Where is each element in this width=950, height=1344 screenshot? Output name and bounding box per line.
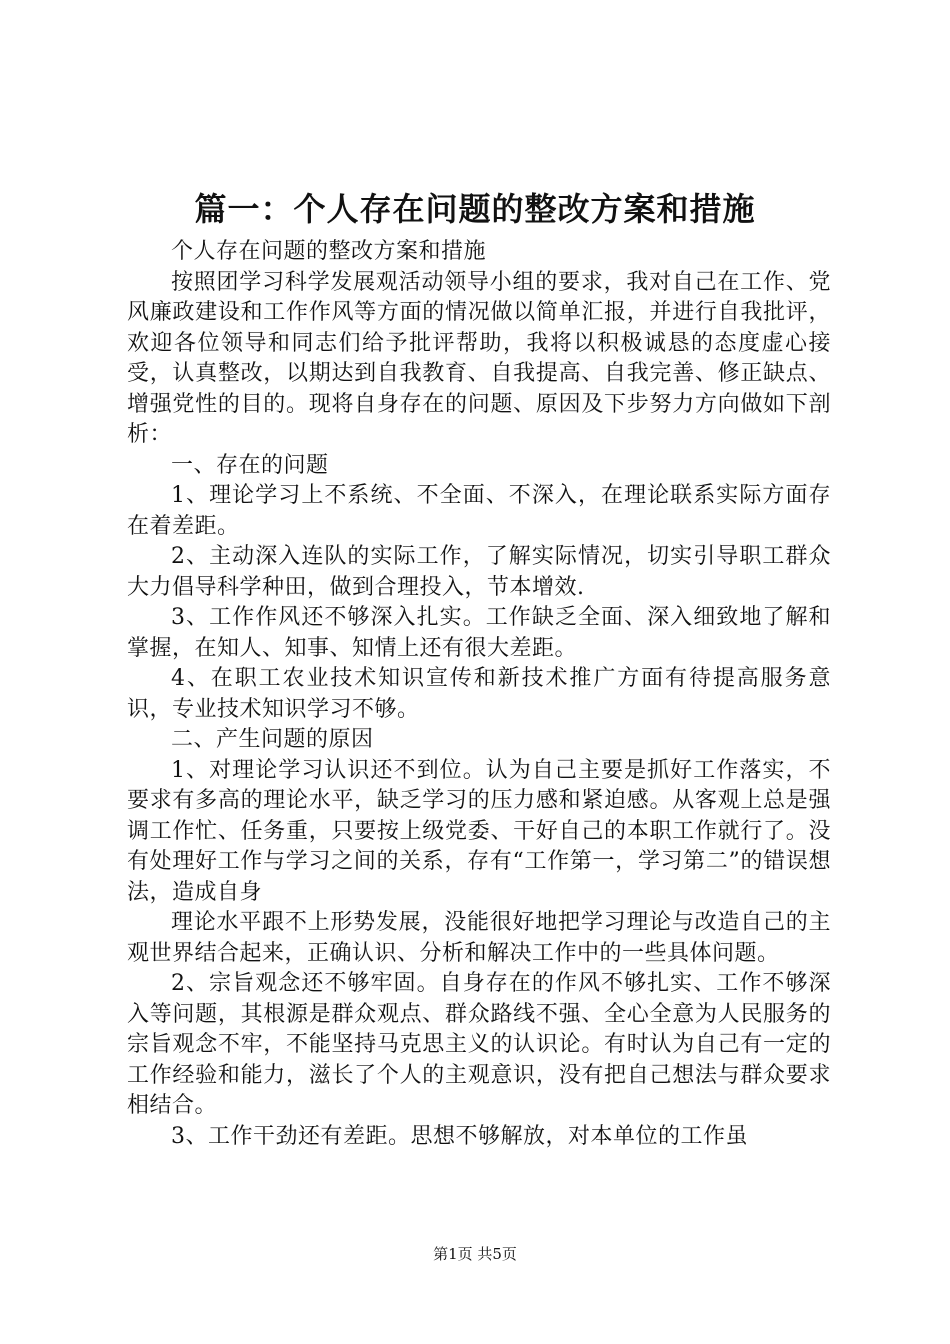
subtitle-paragraph: 个人存在问题的整改方案和措施 xyxy=(171,239,487,264)
cause-item-3: 3、工作干劲还有差距。思想不够解放，对本单位的工作虽 xyxy=(171,1123,748,1149)
document-body xyxy=(127,237,831,1152)
problem-item-4: 4、在职工农业技术知识宣传和新技术推广方面有待提高服务意识，专业技术知识学习不够。 xyxy=(127,666,831,722)
document-title: 篇一：个人存在问题的整改方案和措施 xyxy=(194,190,756,228)
problem-item-1: 1、理论学习上不系统、不全面、不深入，在理论联系实际方面存在着差距。 xyxy=(127,483,831,539)
page-number-footer: 第1页 共5页 xyxy=(433,1245,517,1263)
intro-paragraph: 按照团学习科学发展观活动领导小组的要求，我对自己在工作、党风廉政建设和工作作风等方面的情况做以简单汇报，并进行自我批评，欢迎各位领导和同志们给予批评帮助，我将以积极诚恳的态度虚心接受，认真整改，以期达到自我教育、自我提高、自我完善、修正缺点、增强党性的目的。现将自身存在的问题、原因及下步努力方向做如下剖析： xyxy=(127,269,831,447)
cause-item-2: 2、宗旨观念还不够牢固。自身存在的作风不够扎实、工作不够深入等问题，其根源是群众观点、群众路线不强、全心全意为人民服务的宗旨观念不牢，不能坚持马克思主义的认识论。有时认为自己有一定的工作经验和能力，滋长了个人的主观意识，没有把自己想法与群众要求相结合。 xyxy=(127,971,831,1118)
cause-item-1: 1、对理论学习认识还不到位。认为自己主要是抓好工作落实，不要求有多高的理论水平，缺乏学习的压力感和紧迫感。从客观上总是强调工作忙、任务重，只要按上级党委、干好自己的本职工作就行了。没有处理好工作与学习之间的关系，存有“工作第一，学习第二”的错误想法，造成自身 xyxy=(127,757,831,905)
problem-item-3: 3、工作作风还不够深入扎实。工作缺乏全面、深入细致地了解和掌握，在知人、知事、知情上还有很大差距。 xyxy=(127,605,831,661)
section-heading-problems: 一、存在的问题 xyxy=(171,452,329,478)
section-heading-causes: 二、产生问题的原因 xyxy=(171,727,374,752)
cause-item-1-continued: 理论水平跟不上形势发展，没能很好地把学习理论与改造自己的主观世界结合起来，正确认识、分析和解决工作中的一些具体问题。 xyxy=(127,910,831,966)
problem-item-2: 2、主动深入连队的实际工作，了解实际情况，切实引导职工群众大力倡导科学种田，做到合理投入，节本增效. xyxy=(127,544,831,600)
